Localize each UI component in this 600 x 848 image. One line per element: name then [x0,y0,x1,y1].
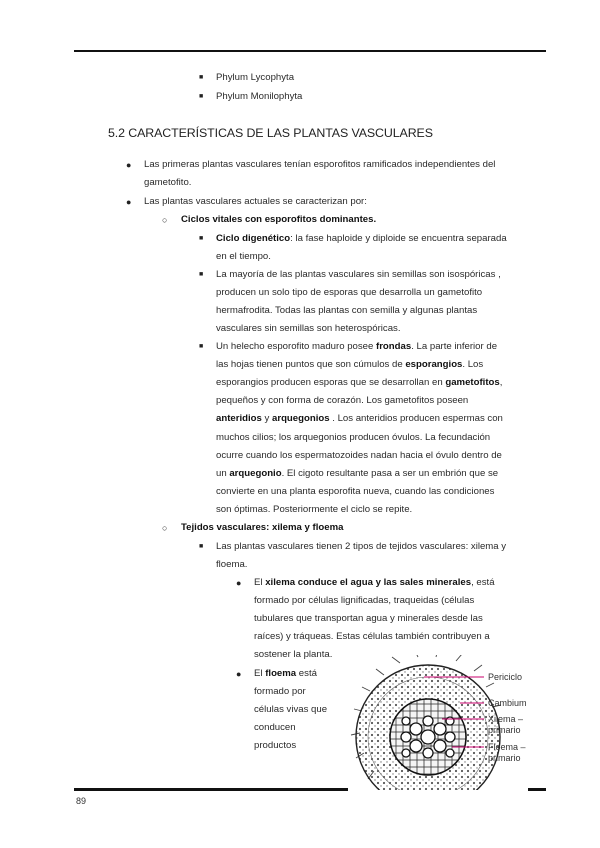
paragraph-line: formado por [254,686,306,697]
circle-bullet-icon: ○ [162,523,168,533]
paragraph-line: raíces) y tráqueas. Estas células también contribuyen a [254,631,490,642]
paragraph-line: Las plantas vasculares tienen 2 tipos de tejidos vasculares: xilema y [216,541,507,552]
header-rule [74,50,546,52]
text: . Los [462,359,484,370]
paragraph-line: conducen [254,722,296,733]
text: . La parte inferior de [411,341,498,352]
term: frondas [376,341,412,352]
paragraph-line [254,668,317,680]
bullet-icon: ● [236,578,242,588]
text: y [261,413,272,424]
text: El [254,577,266,588]
term: esporangios [405,359,463,370]
paragraph-line [216,233,507,245]
square-bullet-icon: ■ [199,543,204,550]
list-item: Phylum Monilophyta [216,91,303,102]
paragraph-line: sostener la planta. [254,649,333,660]
paragraph-line: productos [254,740,297,751]
square-bullet-icon: ■ [199,235,204,242]
root-cross-section-figure [340,655,540,795]
xylem-cells [401,716,455,758]
text: , está [471,577,495,588]
term: arquegonio [229,468,282,479]
paragraph-line: células vivas que [254,704,328,715]
subheading-ciclos [181,214,376,226]
term: gametofitos [445,377,500,388]
paragraph-line [216,341,497,353]
section-heading: 5.2 CARACTERÍSTICAS DE LAS PLANTAS VASCULARES [108,126,433,140]
text: Un helecho esporofito maduro posee [216,341,376,352]
text: . Los anteridios producen espermas con [329,413,503,424]
paragraph-line: formado por células lignificadas, traqueidas (células [254,595,475,606]
paragraph-line: floema. [216,559,248,570]
figure-label: Floema – [488,742,526,752]
paragraph-line: convierte en una planta esporofita nueva, cuando las condiciones [216,486,495,497]
figure-label: primario [488,753,521,763]
term: arquegonios [272,413,330,424]
square-bullet-icon: ■ [199,74,204,81]
paragraph-line: gametofito. [144,177,192,188]
text: . El cigoto resultante pasa a ser un embrión que se [281,468,499,479]
square-bullet-icon: ■ [199,271,204,278]
figure-label: Xilema – [488,714,524,724]
paragraph-line [216,468,498,480]
figure-label: primario [488,725,521,735]
term: Ciclo digenético [216,233,291,244]
square-bullet-icon: ■ [199,93,204,100]
term: anteridios [216,413,262,424]
subheading-tejidos [181,522,343,534]
bullet-icon: ● [126,160,132,170]
ciclos-title: Ciclos vitales con esporofitos dominantes. [181,214,377,225]
text: esporangios producen esporas que se desarrollan en [216,377,446,388]
figure-label: Cambium [488,698,527,708]
paragraph-line [216,377,502,389]
text: : la fase haploide y diploide se encuentra separada [290,233,507,244]
paragraph-line: Las primeras plantas vasculares tenían esporofitos ramificados independientes del [144,159,496,170]
circle-bullet-icon: ○ [162,215,168,225]
text: , [499,377,503,388]
tejidos-title: Tejidos vasculares: xilema y floema [181,522,344,533]
paragraph-line [216,413,503,425]
footer-rule-right [528,788,546,791]
list-item: Phylum Lycophyta [216,72,295,83]
paragraph-line: tubulares que transportan agua y minerales desde las [254,613,483,624]
paragraph-line: ocurre cuando los espermatozoides nadan hacia el óvulo dentro de [216,450,502,461]
paragraph-line: en el tiempo. [216,251,271,262]
text: está [296,668,317,679]
square-bullet-icon: ■ [199,343,204,350]
bullet-icon: ● [126,197,132,207]
term: floema [265,668,297,679]
paragraph-line: son óptimas. Posteriormente el ciclo se repite. [216,504,413,515]
paragraph-line: hermafrodita. Todas las plantas con semilla y algunas plantas [216,305,478,316]
paragraph-line: La mayoría de las plantas vasculares sin semillas son isospóricas , [216,269,501,280]
page-number: 89 [76,796,87,806]
paragraph-line: muchos cilios; los arquegonios producen óvulos. La fecundación [216,432,491,443]
text: un [216,468,230,479]
paragraph-line [254,577,495,589]
paragraph-line: Las plantas vasculares actuales se caracterizan por: [144,196,367,207]
paragraph-line: pequeños y con forma de corazón. Los gametofitos poseen [216,395,469,406]
text: las hojas tienen puntos que son cúmulos de [216,359,406,370]
footer-rule [74,788,348,791]
figure-label: Periciclo [488,672,523,682]
paragraph-line [216,359,483,371]
bullet-icon: ● [236,669,242,679]
term: xilema conduce el agua y las sales minerales [265,577,472,588]
paragraph-line: vasculares sin semillas son heterospóricas. [216,323,401,334]
paragraph-line: producen un solo tipo de esporas que desarrolla un gametofito [216,287,483,298]
text: El [254,668,266,679]
